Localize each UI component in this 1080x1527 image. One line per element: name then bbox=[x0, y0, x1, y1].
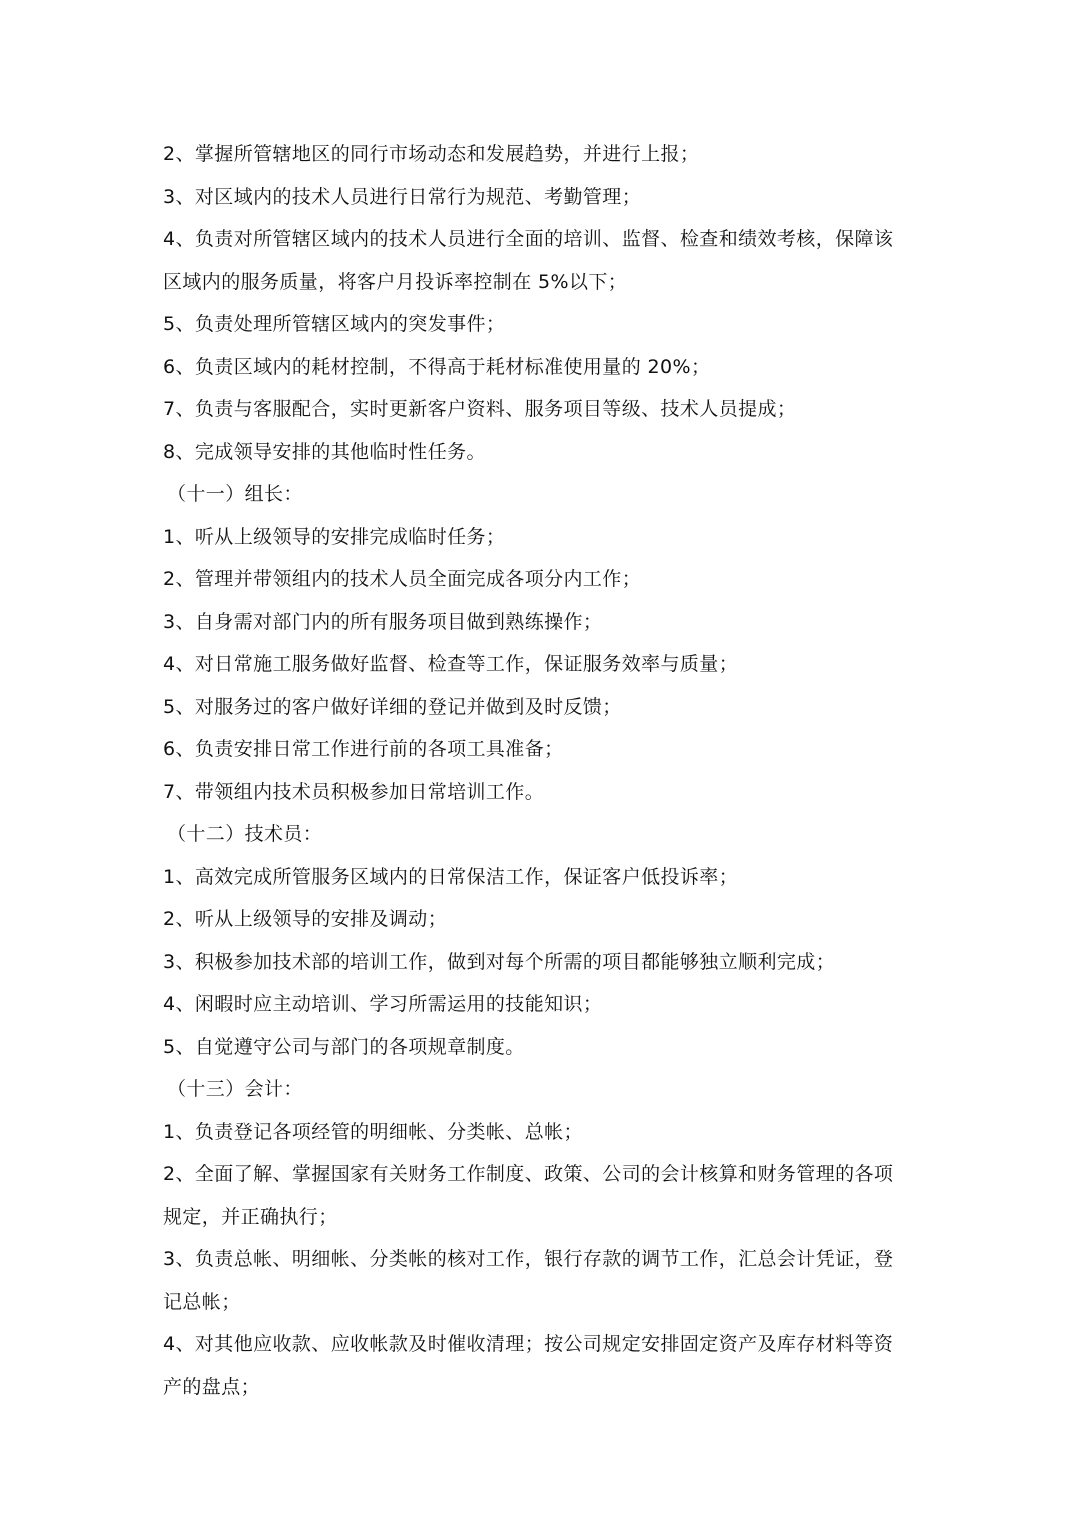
list-item: 4、负责对所管辖区域内的技术人员进行全面的培训、监督、检查和绩效考核，保障该 bbox=[163, 228, 894, 250]
list-item: 6、负责区域内的耗材控制，不得高于耗材标准使用量的 20%； bbox=[163, 355, 711, 378]
section-heading: （十二）技术员： bbox=[167, 823, 323, 845]
list-item: 4、对其他应收款、应收帐款及时催收清理；按公司规定安排固定资产及库存材料等资 bbox=[163, 1333, 894, 1355]
list-item-continuation: 记总帐； bbox=[163, 1290, 241, 1313]
list-item: 2、管理并带领组内的技术人员全面完成各项分内工作； bbox=[163, 568, 642, 590]
section-heading: （十三）会计： bbox=[167, 1078, 303, 1100]
list-item: 2、掌握所管辖地区的同行市场动态和发展趋势，并进行上报； bbox=[163, 143, 700, 165]
list-item: 5、对服务过的客户做好详细的登记并做到及时反馈； bbox=[163, 695, 622, 718]
list-item: 3、自身需对部门内的所有服务项目做到熟练操作； bbox=[163, 610, 603, 633]
list-item: 2、听从上级领导的安排及调动； bbox=[163, 908, 448, 930]
list-item: 1、负责登记各项经管的明细帐、分类帐、总帐； bbox=[163, 1120, 583, 1143]
list-item: 1、听从上级领导的安排完成临时任务； bbox=[163, 525, 506, 548]
list-item: 6、负责安排日常工作进行前的各项工具准备； bbox=[163, 738, 564, 760]
list-item-continuation: 产的盘点； bbox=[163, 1375, 261, 1398]
list-item: 3、对区域内的技术人员进行日常行为规范、考勤管理； bbox=[163, 185, 642, 208]
list-item: 3、积极参加技术部的培训工作，做到对每个所需的项目都能够独立顺利完成； bbox=[163, 950, 836, 973]
list-item: 8、完成领导安排的其他临时性任务。 bbox=[163, 440, 486, 463]
list-item: 3、负责总帐、明细帐、分类帐的核对工作，银行存款的调节工作，汇总会计凭证，登 bbox=[163, 1248, 894, 1270]
list-item-continuation: 区域内的服务质量，将客户月投诉率控制在 5%以下； bbox=[163, 270, 628, 293]
list-item: 5、自觉遵守公司与部门的各项规章制度。 bbox=[163, 1035, 525, 1058]
list-item: 2、全面了解、掌握国家有关财务工作制度、政策、公司的会计核算和财务管理的各项 bbox=[163, 1163, 894, 1185]
list-item-continuation: 规定，并正确执行； bbox=[163, 1205, 338, 1228]
list-item: 7、负责与客服配合，实时更新客户资料、服务项目等级、技术人员提成； bbox=[163, 398, 797, 420]
list-item: 1、高效完成所管服务区域内的日常保洁工作，保证客户低投诉率； bbox=[163, 865, 739, 888]
list-item: 7、带领组内技术员积极参加日常培训工作。 bbox=[163, 780, 545, 803]
section-heading: （十一）组长： bbox=[167, 483, 303, 505]
list-item: 5、负责处理所管辖区域内的突发事件； bbox=[163, 313, 506, 335]
document-body bbox=[163, 133, 923, 1408]
list-item: 4、对日常施工服务做好监督、检查等工作，保证服务效率与质量； bbox=[163, 653, 739, 675]
list-item: 4、闲暇时应主动培训、学习所需运用的技能知识； bbox=[163, 993, 603, 1015]
